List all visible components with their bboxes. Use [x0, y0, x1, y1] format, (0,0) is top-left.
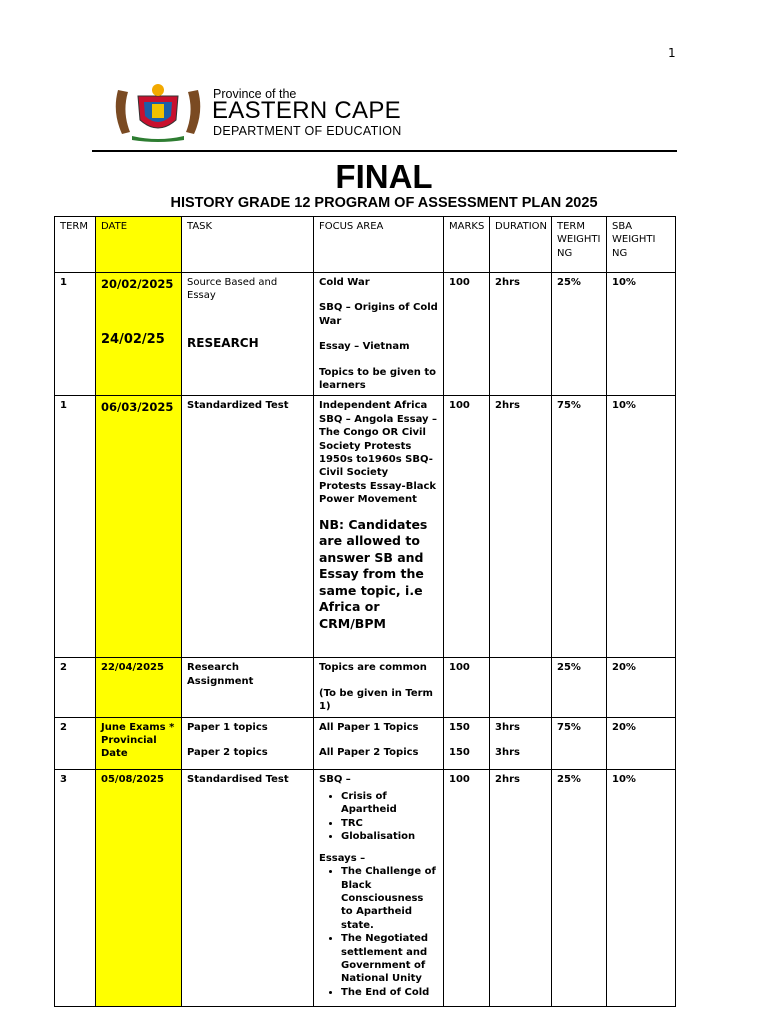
- date-text: 06/03/2025: [101, 400, 174, 415]
- eastern-cape-logo: [108, 82, 428, 142]
- cell-task: Standardised Test: [182, 769, 314, 1007]
- document-subtitle: HISTORY GRADE 12 PROGRAM OF ASSESSMENT PLAN 2025: [170, 195, 598, 211]
- cell-term: 3: [55, 769, 96, 1007]
- cell-sba-weighting: 10%: [607, 273, 676, 396]
- coat-of-arms-icon: [108, 82, 208, 142]
- cell-marks: 100: [444, 769, 490, 1007]
- header-task: TASK: [182, 217, 314, 273]
- essay-list: [319, 865, 438, 999]
- date-text: 24/02/25: [101, 332, 165, 347]
- focus-text: Independent Africa SBQ – Angola Essay – The Congo OR Civil Society Protests 1950s to1960s SBQ-Civil Society Protests Essay-Black Power Movement: [319, 400, 438, 506]
- cell-marks: [444, 717, 490, 769]
- document-title: FINAL: [335, 158, 433, 195]
- table-row: [55, 273, 676, 396]
- sbq-list: [319, 790, 438, 844]
- cell-task: Standardized Test: [182, 396, 314, 658]
- cell-focus-area: [314, 396, 444, 658]
- cell-term: 1: [55, 396, 96, 658]
- cell-task: [182, 273, 314, 396]
- list-item: • TRC: [341, 817, 438, 830]
- focus-text: All Paper 2 Topics: [319, 747, 419, 759]
- focus-text: Topics are common: [319, 662, 427, 674]
- page-number: 1: [668, 46, 676, 60]
- task-text: Paper 1 topics: [187, 721, 268, 733]
- duration-text: 3hrs: [495, 747, 520, 759]
- cell-sba-weighting: 20%: [607, 658, 676, 717]
- focus-text: Essays –: [319, 852, 366, 864]
- cell-focus-area: [314, 769, 444, 1007]
- cell-date: [96, 273, 182, 396]
- cell-term-weighting: 25%: [552, 273, 607, 396]
- cell-marks: 100: [444, 396, 490, 658]
- header-term: TERM: [55, 217, 96, 273]
- cell-focus-area: [314, 658, 444, 717]
- task-text: Source Based and Essay: [187, 277, 278, 302]
- logo-department-text: DEPARTMENT OF EDUCATION: [213, 124, 402, 138]
- list-item: • The End of Cold: [341, 986, 438, 999]
- cell-term: 2: [55, 717, 96, 769]
- cell-marks: 100: [444, 658, 490, 717]
- cell-date: June Exams * Provincial Date: [96, 717, 182, 769]
- focus-text: (To be given in Term 1): [319, 687, 433, 713]
- table-row: [55, 717, 676, 769]
- list-item: • The Challenge of Black Consciousness to Apartheid state.: [341, 865, 438, 932]
- focus-text: Essay – Vietnam: [319, 341, 410, 353]
- list-item: • Globalisation: [341, 830, 438, 843]
- focus-text: Topics to be given to learners: [319, 366, 437, 392]
- table-header-row: [55, 217, 676, 273]
- cell-duration: 2hrs: [490, 769, 552, 1007]
- cell-term-weighting: 25%: [552, 769, 607, 1007]
- nb-note: NB: Candidates are allowed to answer SB and Essay from the same topic, i.e Africa or CRM/BPM: [319, 516, 428, 631]
- cell-sba-weighting: 10%: [607, 396, 676, 658]
- table-row: [55, 769, 676, 1007]
- focus-text: Cold War: [319, 277, 370, 288]
- cell-marks: 100: [444, 273, 490, 396]
- cell-duration: 2hrs: [490, 273, 552, 396]
- table-row: [55, 658, 676, 717]
- cell-sba-weighting: 20%: [607, 717, 676, 769]
- cell-duration: [490, 717, 552, 769]
- list-item: • The Negotiated settlement and Government of National Unity: [341, 932, 438, 986]
- logo-province-text: Province of the: [213, 87, 297, 101]
- assessment-plan-table: [54, 216, 676, 1007]
- focus-text: SBQ – Origins of Cold War: [319, 302, 438, 327]
- focus-text: All Paper 1 Topics: [319, 721, 419, 733]
- cell-task: [182, 717, 314, 769]
- date-text: 20/02/2025: [101, 277, 174, 291]
- cell-term: 1: [55, 273, 96, 396]
- cell-date: 22/04/2025: [96, 658, 182, 717]
- cell-duration: [490, 658, 552, 717]
- table-row: [55, 396, 676, 658]
- cell-term: 2: [55, 658, 96, 717]
- header-date: DATE: [96, 217, 182, 273]
- duration-text: 3hrs: [495, 721, 520, 733]
- list-item: • Crisis of Apartheid: [341, 790, 438, 817]
- logo-eastern-cape-text: EASTERN CAPE: [212, 97, 401, 124]
- cell-date: 05/08/2025: [96, 769, 182, 1007]
- cell-duration: 2hrs: [490, 396, 552, 658]
- cell-term-weighting: 75%: [552, 717, 607, 769]
- header-rule: [92, 150, 677, 152]
- cell-focus-area: [314, 717, 444, 769]
- focus-text: SBQ –: [319, 773, 351, 785]
- task-text: Paper 2 topics: [187, 747, 268, 759]
- task-text: RESEARCH: [187, 335, 259, 350]
- header-sba-weighting: SBA WEIGHTI NG: [607, 217, 676, 273]
- cell-term-weighting: 25%: [552, 658, 607, 717]
- cell-focus-area: [314, 273, 444, 396]
- header-term-weighting: TERM WEIGHTI NG: [552, 217, 607, 273]
- header-focus-area: FOCUS AREA: [314, 217, 444, 273]
- cell-task: Research Assignment: [182, 658, 314, 717]
- cell-term-weighting: 75%: [552, 396, 607, 658]
- header-marks: MARKS: [444, 217, 490, 273]
- cell-sba-weighting: 10%: [607, 769, 676, 1007]
- marks-text: 150: [449, 747, 470, 759]
- header-duration: DURATION: [490, 217, 552, 273]
- cell-date: [96, 396, 182, 658]
- marks-text: 150: [449, 721, 470, 733]
